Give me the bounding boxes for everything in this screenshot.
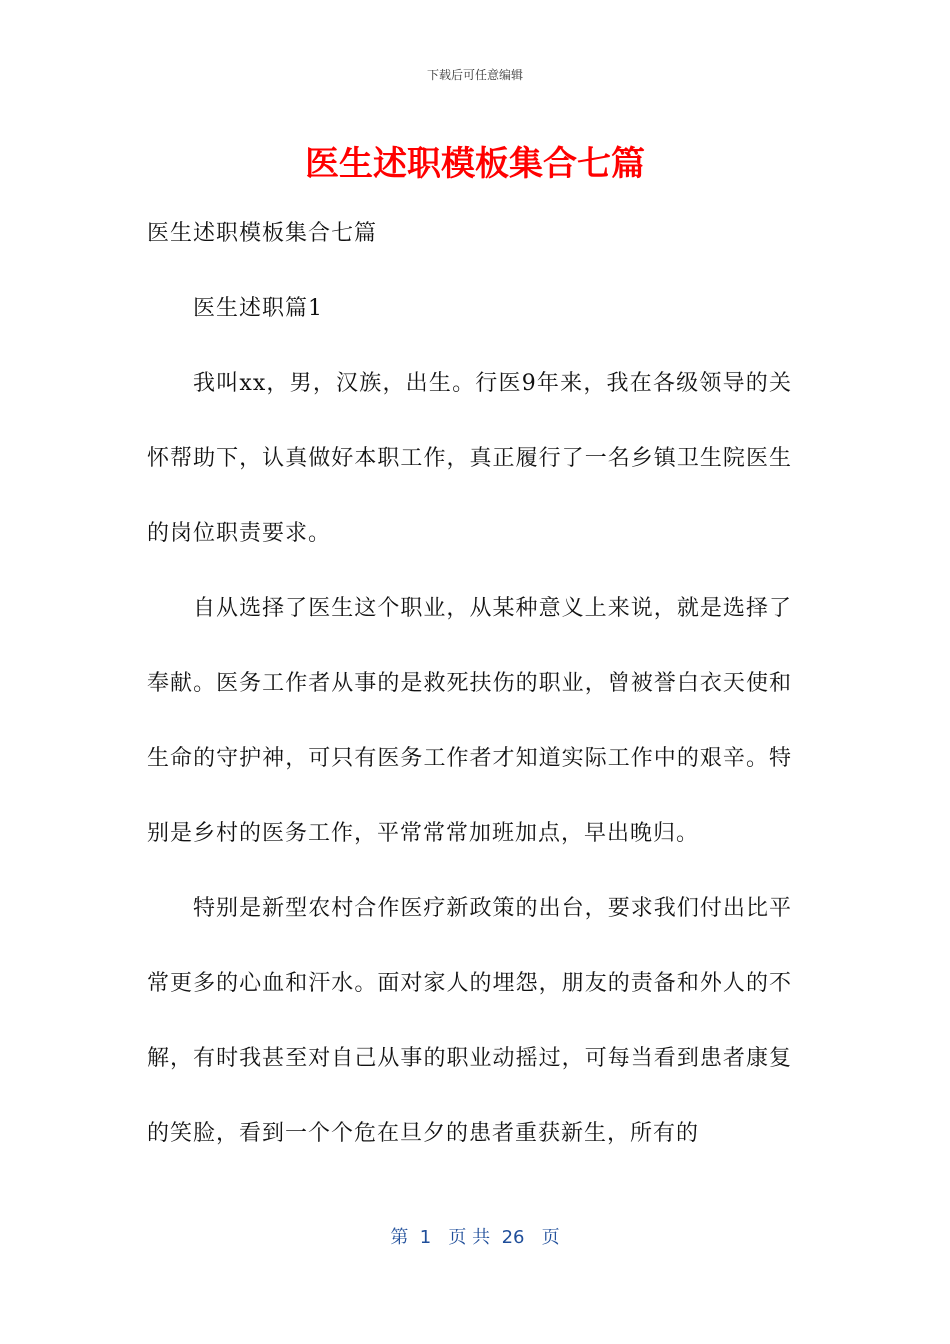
paragraph: 特别是新型农村合作医疗新政策的出台，要求我们付出比平常更多的心血和汗水。面对家人的埋怨，朋友的责备和外人的不解，有时我甚至对自己从事的职业动摇过，可每当看到患者康复的笑脸，看到一个个危在旦夕的患者重获新生，所有的	[147, 896, 792, 1146]
paragraph-section-heading: 医生述职篇1	[193, 296, 323, 321]
page-footer: 第 1 页 共 26 页	[390, 1227, 560, 1248]
paragraph: 我叫xx，男，汉族，出生。行医9年来，我在各级领导的关怀帮助下，认真做好本职工作，真正履行了一名乡镇卫生院医生的岗位职责要求。	[147, 371, 792, 546]
document-title: 医生述职模板集合七篇	[305, 144, 645, 184]
paragraph-subtitle: 医生述职模板集合七篇	[147, 221, 378, 246]
paragraph: 自从选择了医生这个职业，从某种意义上来说，就是选择了奉献。医务工作者从事的是救死扶伤的职业，曾被誉白衣天使和生命的守护神，可只有医务工作者才知道实际工作中的艰辛。特别是乡村的医务工作，平常常常加班加点，早出晚归。	[147, 596, 792, 846]
header-note: 下载后可任意编辑	[426, 68, 523, 82]
document-body	[147, 196, 792, 1171]
